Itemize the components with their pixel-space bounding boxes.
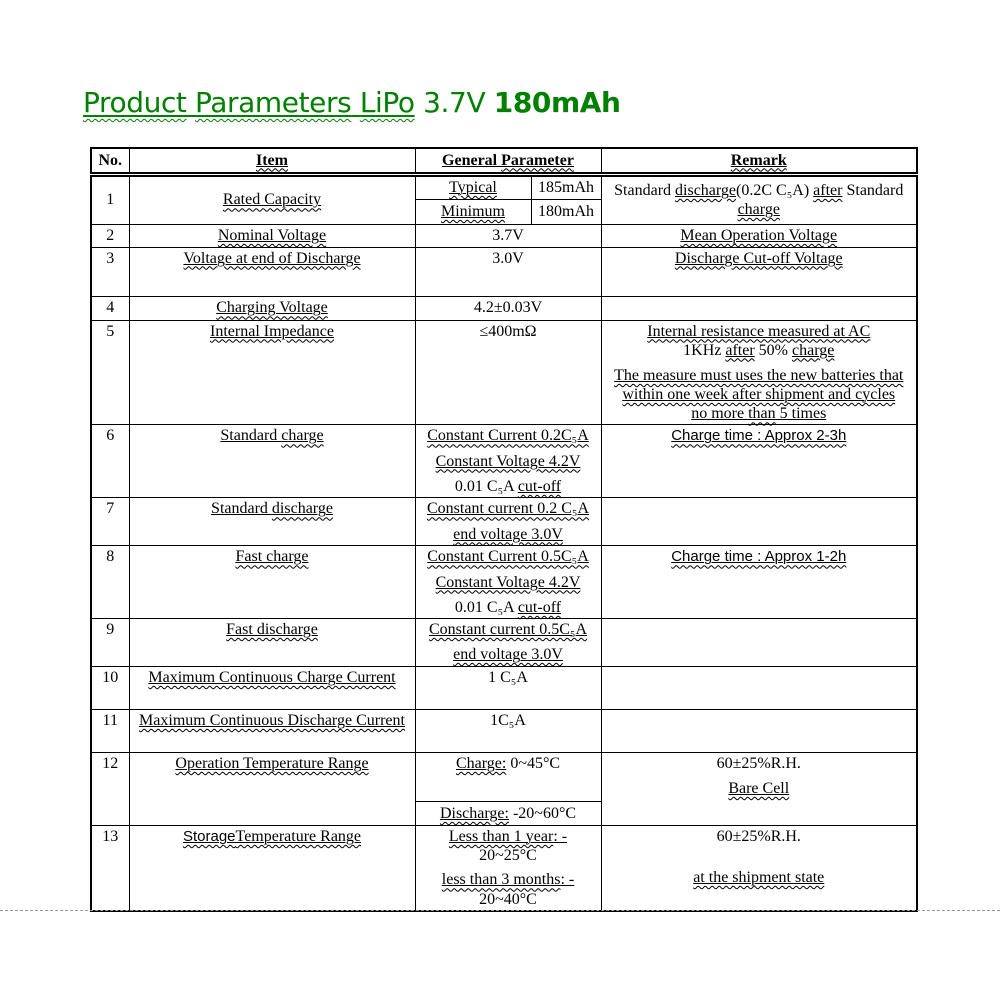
- cell-line: [94, 249, 127, 268]
- cell-remark: [601, 667, 917, 710]
- text-run: 180mAh: [538, 202, 594, 220]
- text-run: Item: [256, 151, 288, 169]
- text-run: Internal Impedance: [210, 322, 334, 340]
- cell-line: [94, 711, 127, 730]
- text-run: Constant Voltage 4.2V: [435, 452, 581, 470]
- table-row: [91, 710, 917, 753]
- page-title: [83, 86, 621, 119]
- cell-line: [94, 827, 127, 846]
- cell-line: [534, 178, 599, 197]
- cell-line: [94, 547, 127, 566]
- text-run: no more: [691, 405, 749, 423]
- cell-line: [132, 620, 413, 639]
- cell-no: [91, 174, 129, 224]
- text-run: ≤400mΩ: [479, 322, 537, 340]
- text-run: 0.01 C₅A: [454, 477, 518, 495]
- text-run: -20~60°C: [508, 804, 577, 822]
- cell-item: [129, 174, 415, 224]
- text-run: 11: [102, 712, 118, 729]
- text-run: Charging Voltage: [216, 299, 328, 317]
- title-capacity: 180mAh: [493, 86, 621, 119]
- table-row: [91, 320, 917, 425]
- cell-gp: [415, 247, 601, 296]
- cell-line: [604, 779, 915, 798]
- table-row: [91, 148, 917, 174]
- cell-gp-value: [531, 174, 601, 199]
- cell-gp-label: [415, 174, 531, 199]
- table-row: [91, 546, 917, 619]
- cell-header-remark: [601, 148, 917, 174]
- text-run: 1: [106, 191, 115, 209]
- text-run: end voltage 3.0V: [453, 646, 563, 664]
- cell-line: [418, 178, 529, 197]
- text-run: Discharge Cut-off Voltage: [674, 249, 843, 267]
- cell-no: [91, 826, 129, 911]
- text-run: Charge:: [455, 755, 507, 772]
- cell-item: [129, 619, 415, 667]
- cell-line: [604, 827, 915, 846]
- text-run: 3.7V: [492, 226, 524, 244]
- text-run: 3: [106, 249, 115, 267]
- cell-remark: [601, 619, 917, 667]
- text-run: 5: [106, 322, 115, 340]
- cell-gp: [415, 296, 601, 320]
- cell-line: [94, 668, 127, 687]
- cell-gp-label: [415, 199, 531, 224]
- cell-no: [91, 320, 129, 425]
- text-run: 6: [106, 427, 115, 445]
- text-run: 10: [102, 669, 119, 686]
- text-run: 3.0V: [492, 249, 524, 267]
- table-row: [91, 425, 917, 498]
- cell-line: [132, 322, 413, 341]
- cell-no: [91, 710, 129, 753]
- text-run: (0.2C C₅A): [736, 181, 814, 199]
- cell-line: [604, 404, 915, 423]
- text-run: 1KHz: [683, 341, 726, 359]
- cell-line: [418, 202, 529, 221]
- text-run: Standard: [211, 500, 272, 518]
- cell-line: [418, 499, 599, 518]
- text-run: Standard: [842, 181, 904, 199]
- parameters-table: [90, 147, 918, 912]
- text-run: : -: [553, 828, 568, 845]
- cell-item: [129, 320, 415, 425]
- cell-line: [418, 598, 599, 617]
- text-run: 7: [106, 500, 115, 518]
- text-run: Minimum: [440, 202, 505, 220]
- title-word: LiPo: [359, 86, 415, 119]
- cell-line: [604, 547, 915, 566]
- text-run: Bare Cell: [728, 780, 790, 798]
- cell-no: [91, 224, 129, 247]
- text-run: Maximum Continuous Charge Current: [148, 669, 396, 686]
- text-run: 5 times: [775, 405, 827, 423]
- text-run: within one week after shipment and cycles: [622, 386, 896, 404]
- text-run: Temperature Range: [235, 828, 362, 845]
- cell-line: [132, 499, 413, 518]
- cell-gp: [415, 667, 601, 710]
- text-run: 9: [106, 621, 115, 638]
- cell-line: [418, 711, 599, 730]
- cell-line: [418, 827, 599, 846]
- text-run: 60±25%R.H.: [716, 755, 801, 772]
- text-run: 8: [106, 548, 115, 566]
- text-run: Standard: [614, 181, 676, 199]
- cell-gp: [415, 753, 601, 802]
- text-run: Fast discharge: [226, 621, 318, 638]
- cell-line: [604, 151, 915, 170]
- table-row: [91, 753, 917, 802]
- cell-remark: [601, 753, 917, 826]
- cell-line: [418, 477, 599, 496]
- cell-line: [94, 620, 127, 639]
- cell-line: [604, 385, 915, 404]
- cell-gp: [415, 710, 601, 753]
- cell-no: [91, 753, 129, 826]
- text-run: Nominal Voltage: [217, 226, 327, 244]
- text-run: 60±25%R.H.: [716, 828, 801, 845]
- text-run: Internal resistance measured at AC: [647, 322, 871, 340]
- text-run: Discharge:: [439, 804, 509, 822]
- cell-line: [94, 298, 127, 317]
- cell-line: [94, 754, 127, 773]
- cell-item: [129, 753, 415, 826]
- table-row: [91, 174, 917, 199]
- cell-line: [132, 151, 413, 170]
- cell-remark: [601, 498, 917, 546]
- title-voltage: 3.7V: [423, 86, 486, 119]
- text-run: Charge time : Approx 1-2h: [671, 548, 847, 566]
- cell-line: [604, 426, 915, 445]
- table-row: [91, 667, 917, 710]
- cell-line: [418, 226, 599, 245]
- text-run: Parameter: [501, 151, 574, 169]
- cell-line: [94, 426, 127, 445]
- page-break-dashed-line: [0, 910, 1000, 911]
- cell-no: [91, 546, 129, 619]
- cell-line: [132, 827, 413, 846]
- cell-line: [604, 249, 915, 268]
- cell-item: [129, 296, 415, 320]
- text-run: cut-off: [517, 477, 562, 495]
- text-run: charge: [281, 427, 324, 445]
- cell-line: [418, 547, 599, 566]
- text-run: 13: [102, 828, 119, 845]
- text-run: 20~40°C: [479, 890, 537, 908]
- cell-line: [94, 190, 127, 209]
- title-word: Parameters: [195, 86, 352, 119]
- cell-line: [94, 322, 127, 341]
- cell-line: [418, 754, 599, 773]
- cell-line: [604, 322, 915, 341]
- cell-item: [129, 224, 415, 247]
- cell-line: [418, 426, 599, 445]
- text-run: discharge: [675, 181, 737, 199]
- cell-gp: [415, 498, 601, 546]
- text-run: 12: [102, 755, 119, 772]
- text-run: Charge time : Approx 2-3h: [671, 427, 847, 445]
- cell-line: [418, 573, 599, 592]
- text-run: 20~25°C: [479, 847, 537, 865]
- text-run: 50%: [754, 341, 792, 359]
- text-run: 4.2±0.03V: [473, 299, 543, 317]
- title-word: Product: [83, 86, 187, 119]
- cell-line: [132, 298, 413, 317]
- cell-line: [132, 249, 413, 268]
- cell-line: [604, 226, 915, 245]
- cell-line: [418, 322, 599, 341]
- cell-line: [418, 525, 599, 544]
- text-run: 1 C₅A: [488, 669, 528, 686]
- cell-line: [604, 341, 915, 360]
- text-run: Maximum Continuous Discharge Current: [139, 712, 405, 729]
- text-run: charge: [792, 341, 835, 359]
- cell-line: [132, 547, 413, 566]
- cell-remark: [601, 247, 917, 296]
- text-run: Constant current 0.5C₅A: [429, 621, 587, 638]
- cell-line: [132, 190, 413, 209]
- text-run: 1C₅A: [490, 712, 526, 729]
- cell-line: [534, 202, 599, 221]
- cell-line: [604, 200, 915, 219]
- cell-remark: [601, 826, 917, 911]
- cell-line: [132, 754, 413, 773]
- text-run: Constant current 0.2 C₅A: [427, 500, 589, 518]
- text-run: The measure must uses the new batteries that: [614, 366, 904, 384]
- cell-line: [418, 452, 599, 471]
- cell-line: [418, 668, 599, 687]
- cell-line: [418, 249, 599, 268]
- table-row: [91, 224, 917, 247]
- cell-no: [91, 498, 129, 546]
- text-run: than: [748, 405, 776, 423]
- text-run: : -: [560, 871, 575, 889]
- table-row: [91, 826, 917, 911]
- cell-line: [418, 870, 599, 889]
- cell-item: [129, 498, 415, 546]
- cell-gp: [415, 224, 601, 247]
- cell-gp: [415, 425, 601, 498]
- cell-line: [604, 366, 915, 385]
- cell-item: [129, 425, 415, 498]
- cell-no: [91, 425, 129, 498]
- text-run: General: [442, 151, 502, 169]
- cell-remark: [601, 174, 917, 224]
- text-run: No.: [98, 151, 123, 169]
- text-run: Operation Temperature Range: [175, 755, 369, 772]
- cell-header-no: [91, 148, 129, 174]
- cell-line: [418, 151, 599, 170]
- text-run: Standard: [220, 427, 282, 445]
- text-run: after: [725, 341, 755, 359]
- cell-line: [418, 298, 599, 317]
- text-run: less than 3 months: [441, 871, 561, 889]
- cell-gp: [415, 619, 601, 667]
- text-run: 4: [106, 299, 115, 317]
- cell-line: [604, 181, 915, 200]
- cell-gp-value: [531, 199, 601, 224]
- table-row: [91, 498, 917, 546]
- cell-remark: [601, 320, 917, 425]
- cell-no: [91, 296, 129, 320]
- cell-line: [418, 620, 599, 639]
- text-run: Constant Current 0.5C₅A: [427, 548, 589, 566]
- cell-line: [94, 226, 127, 245]
- cell-line: [604, 868, 915, 887]
- cell-line: [94, 151, 127, 170]
- text-run: cut-off: [517, 598, 562, 616]
- cell-line: [132, 226, 413, 245]
- cell-header-general-parameter: [415, 148, 601, 174]
- cell-line: [604, 754, 915, 773]
- text-run: Storage: [182, 828, 236, 845]
- text-run: Remark: [730, 151, 787, 169]
- text-run: Less than 1 year: [448, 828, 554, 845]
- text-run: Mean Operation Voltage: [680, 226, 838, 244]
- text-run: Constant Current 0.2C₅A: [427, 427, 589, 445]
- cell-no: [91, 667, 129, 710]
- text-run: end voltage 3.0V: [453, 525, 563, 543]
- cell-no: [91, 247, 129, 296]
- cell-no: [91, 619, 129, 667]
- cell-remark: [601, 546, 917, 619]
- cell-line: [132, 668, 413, 687]
- cell-line: [418, 890, 599, 909]
- cell-line: [418, 645, 599, 664]
- cell-item: [129, 247, 415, 296]
- cell-line: [132, 711, 413, 730]
- text-run: Constant Voltage 4.2V: [435, 573, 581, 591]
- cell-gp: [415, 802, 601, 826]
- text-run: Voltage at end of Discharge: [183, 249, 361, 267]
- cell-header-item: [129, 148, 415, 174]
- text-run: after: [813, 181, 843, 199]
- cell-remark: [601, 710, 917, 753]
- text-run: discharge: [271, 500, 333, 518]
- cell-line: [418, 804, 599, 823]
- cell-item: [129, 667, 415, 710]
- text-run: 185mAh: [538, 178, 594, 196]
- cell-line: [418, 846, 599, 865]
- table-row: [91, 247, 917, 296]
- text-run: Fast charge: [235, 548, 309, 566]
- text-run: 0~45°C: [506, 755, 561, 772]
- text-run: charge: [737, 201, 780, 218]
- cell-gp: [415, 546, 601, 619]
- cell-remark: [601, 224, 917, 247]
- text-run: 0.01 C₅A: [454, 598, 518, 616]
- cell-gp: [415, 320, 601, 425]
- text-run: 2: [106, 226, 115, 244]
- cell-item: [129, 826, 415, 911]
- cell-item: [129, 710, 415, 753]
- text-run: at the shipment state: [693, 869, 825, 887]
- cell-gp: [415, 826, 601, 911]
- cell-line: [94, 499, 127, 518]
- text-run: Typical: [449, 178, 497, 196]
- cell-remark: [601, 425, 917, 498]
- text-run: Rated Capacity: [222, 191, 322, 209]
- cell-item: [129, 546, 415, 619]
- cell-line: [132, 426, 413, 445]
- cell-remark: [601, 296, 917, 320]
- table-row: [91, 619, 917, 667]
- table-row: [91, 296, 917, 320]
